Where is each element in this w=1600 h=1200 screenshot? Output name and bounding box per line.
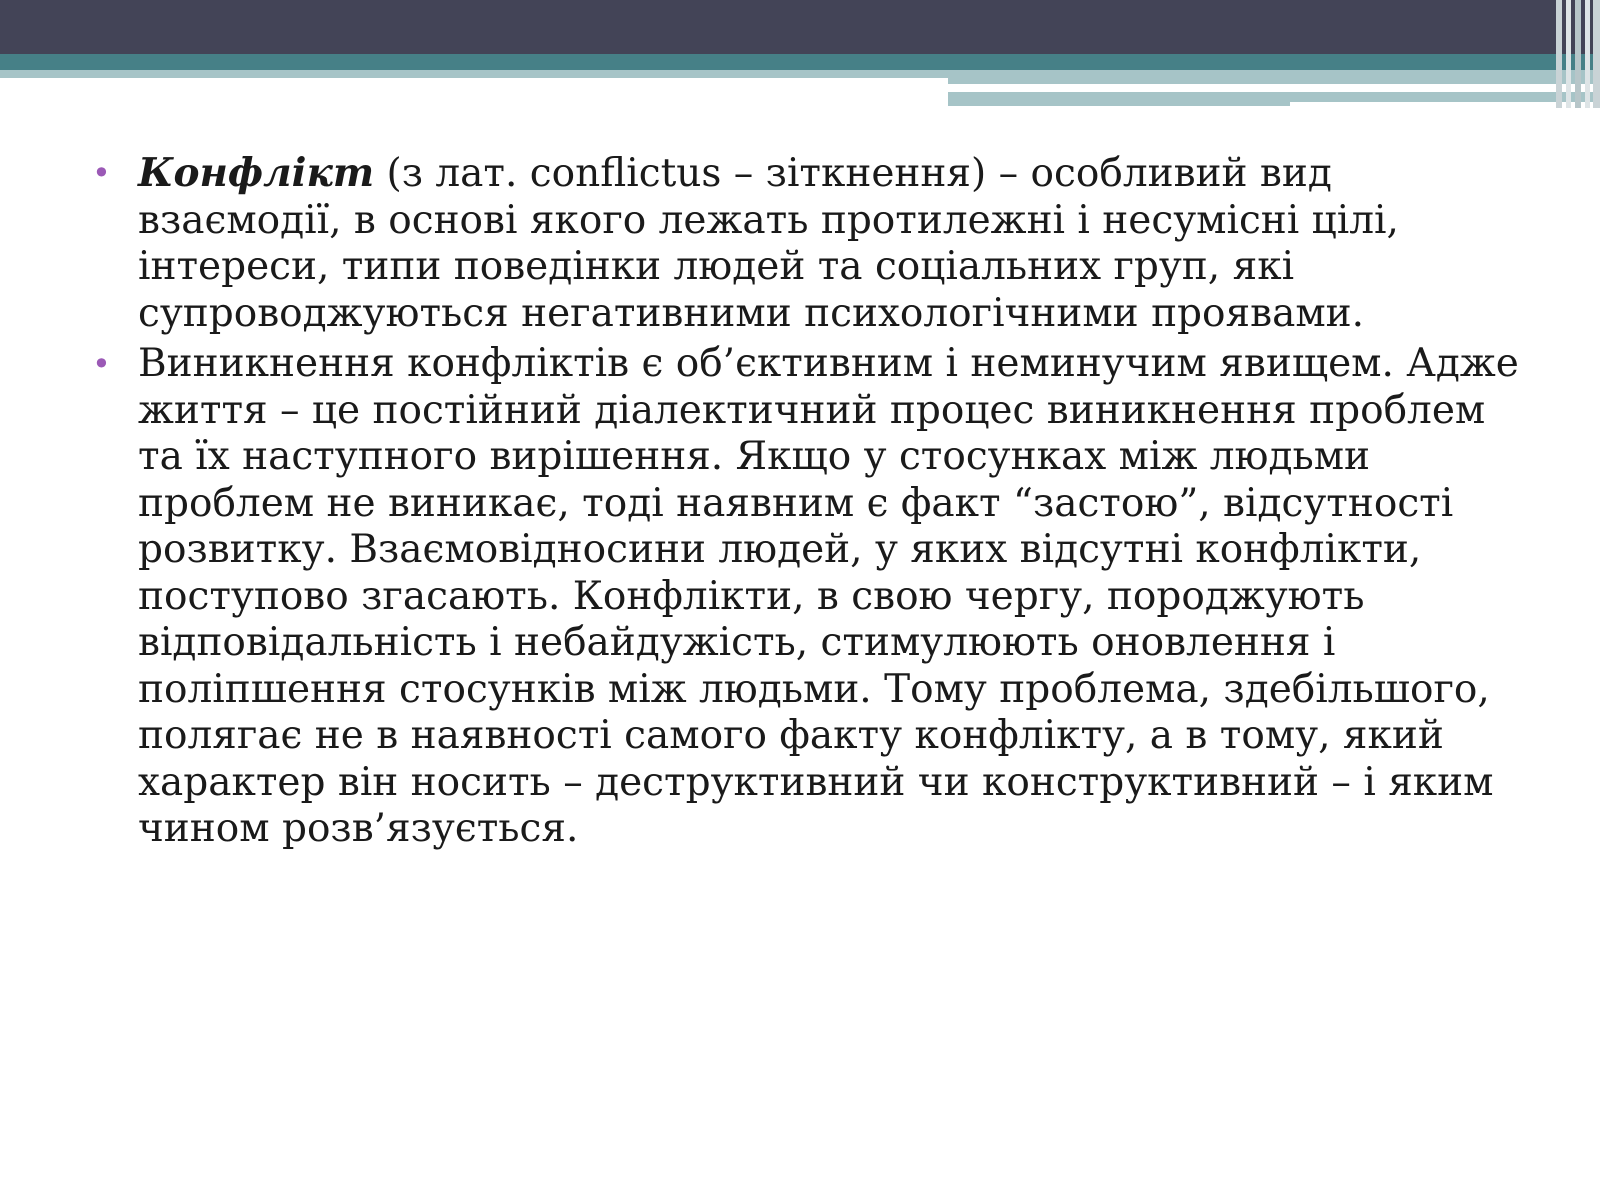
bullet-item-explanation [92,341,1522,853]
edge-stripe [1556,0,1562,108]
edge-stripe [1575,0,1581,108]
bullet-item-definition [92,150,1522,337]
edge-stripe [1593,0,1600,108]
header-band-notch [1290,102,1600,108]
definition-term: Конфлікт [138,150,375,196]
header-band-teal [0,54,1600,70]
explanation-text: Виникнення конфліктів є об’єктивним і неминучим явищем. Адже життя – це постійний діалектичний процес виникнення проблем та їх наступного вирішення. Якщо у стосунках між людьми проблем не виникає, тоді наявним є факт “застою”, відсутності розвитку. Взаємовідносини людей, у яких відсутні конфлікти, поступово згасають. Конфлікти, в свою чергу, породжують відповідальність і небайдужість, стимулюють оновлення і поліпшення стосунків між людьми. Тому проблема, здебільшого, полягає не в наявності самого факту конфлікту, а в тому, який характер він носить – деструктивний чи конструктивний – і яким чином розв’язується. [138,341,1519,851]
bullet-icon: • [92,154,111,192]
edge-stripe [1585,0,1590,108]
definition-text: (з лат. conflictus – зіткнення) – особливий вид взаємодії, в основі якого лежать протилежні і несумісні цілі, інтереси, типи поведінки людей та соціальних груп, які супроводжуються негативними психологічними проявами. [138,151,1399,336]
edge-stripe [1566,0,1571,108]
bullet-list [92,150,1522,853]
header-band-light-right-upper [948,70,1600,84]
bullet-icon: • [92,345,111,383]
slide-body [92,150,1522,857]
header-band-dark [0,0,1600,54]
header-band-light-left [0,70,948,78]
